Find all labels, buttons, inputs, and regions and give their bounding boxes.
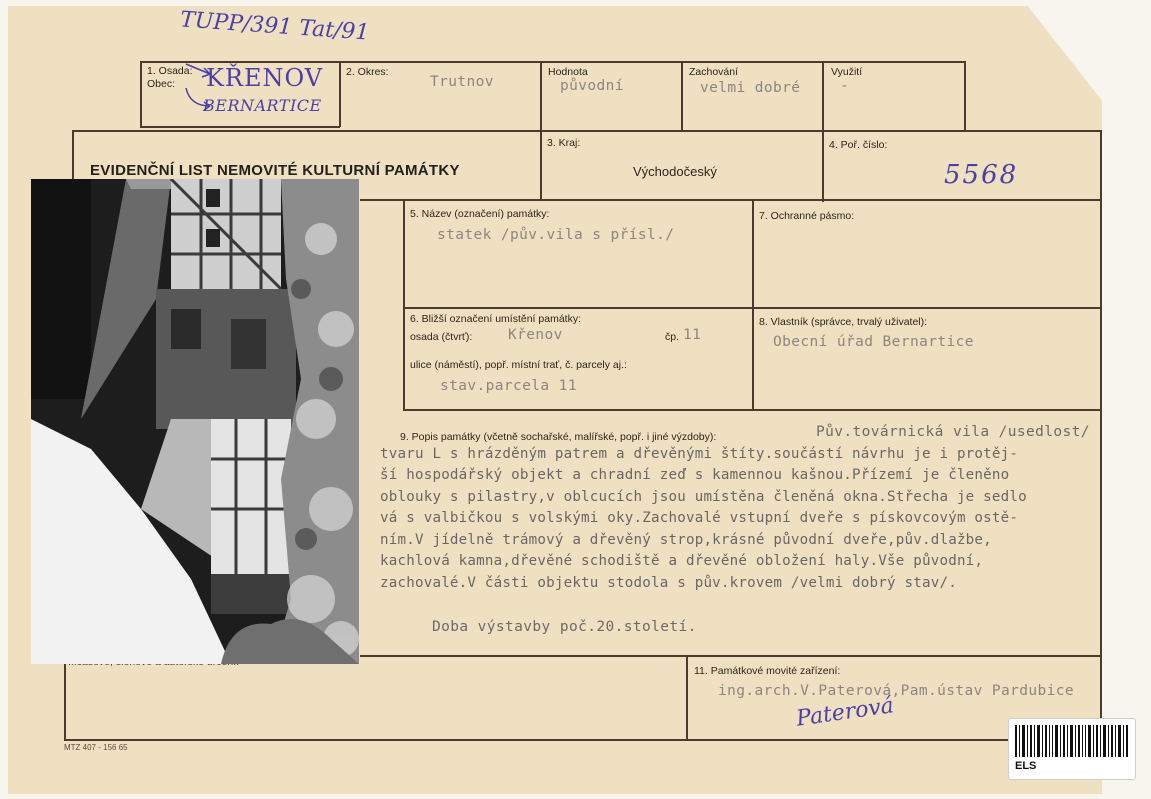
osada-label: 1. Osada: xyxy=(147,65,193,77)
nazev-label: 5. Název (označení) památky: xyxy=(410,208,550,220)
ulice-label: ulice (náměstí), popř. místní trať, č. parcely aj.: xyxy=(410,359,627,371)
description-line: vá s valbičkou s volskými oky.Zachovalé vstupní dveře s pískovcovým ostě- xyxy=(380,510,1019,526)
arrow-icon xyxy=(180,58,220,114)
osada-ctvrt-label: osada (čtvrť): xyxy=(410,331,473,343)
zarizeni-label: 11. Památkové movité zařízení: xyxy=(694,665,841,677)
por-cislo-label: 4. Poř. číslo: xyxy=(829,139,888,151)
barcode-icon xyxy=(1015,725,1129,757)
ulice-value: stav.parcela 11 xyxy=(440,378,577,394)
popis-label: 9. Popis památky (včetně sochařské, malířské, popř. i jiné výzdoby): xyxy=(400,431,717,443)
nazev-value: statek /pův.vila s přísl./ xyxy=(437,227,675,243)
cp-value: 11 xyxy=(683,327,702,343)
cp-label: čp. xyxy=(665,331,680,343)
description-line: oblouky s pilastry,v oblcucích jsou umístěna členěná okna.Střecha je sedlo xyxy=(380,488,1027,505)
building-photo xyxy=(31,179,359,664)
vlastnik-value: Obecní úřad Bernartice xyxy=(773,334,974,350)
zachovani-label: Zachování xyxy=(689,66,739,78)
osada-ctvrt-value: Křenov xyxy=(508,327,563,343)
vyuziti-value: - xyxy=(840,78,850,94)
description-line: zachovalé.V části objektu stodola s pův.krovem /velmi dobrý stav/. xyxy=(380,574,957,591)
obec-label: Obec: xyxy=(147,78,176,90)
barcode-label: ELS xyxy=(1015,760,1037,772)
description-line: ním.V jídelně trámový a dřevěný strop,krásné původní dveře,pův.dlažbe, xyxy=(380,531,992,548)
top-note: TUPP/391 Tat/91 xyxy=(179,7,371,46)
okres-value: Trutnov xyxy=(430,74,494,90)
barcode-sticker xyxy=(1008,718,1136,780)
vyuziti-label: Využití xyxy=(831,66,863,78)
doba-vystavby: Doba výstavby poč.20.století. xyxy=(432,619,697,635)
description-line: ší hospodářský objekt a chradní zeď s kamennou kašnou.Přízemí je členěno xyxy=(380,467,1010,483)
print-code: MTZ 407 - 156 65 xyxy=(64,743,128,752)
por-cislo-value: 5568 xyxy=(944,160,1019,190)
popis-first-line: Pův.továrnická vila /usedlost/ xyxy=(816,424,1090,440)
zachovani-value: velmi dobré xyxy=(700,80,801,96)
kraj-value: Východočeský xyxy=(633,164,717,179)
description-line: tvaru L s hrázděným patrem a dřevěnými štíty.součástí návrhu je i protěj- xyxy=(380,445,1019,462)
description-line: kachlová kamna,dřevěné schodiště a dřevěné obložení haly.Vše původní, xyxy=(380,553,984,569)
hodnota-label: Hodnota xyxy=(548,66,588,78)
form-title: EVIDENČNÍ LIST NEMOVITÉ KULTURNÍ PAMÁTKY xyxy=(90,162,460,179)
signature: Paterová xyxy=(794,693,896,732)
okres-label: 2. Okres: xyxy=(346,66,389,78)
zpracoval: ing.arch.V.Paterová,Pam.ústav Pardubice xyxy=(718,683,1075,699)
obec-value: BERNARTICE xyxy=(203,96,322,115)
hodnota-value: původní xyxy=(560,78,624,94)
kraj-label: 3. Kraj: xyxy=(547,137,581,149)
vlastnik-label: 8. Vlastník (správce, trvalý uživatel): xyxy=(759,316,928,328)
ochranne-label: 7. Ochranné pásmo: xyxy=(759,210,855,222)
umisteni-label: 6. Bližší označení umístění památky: xyxy=(410,313,581,325)
description-block xyxy=(380,424,1120,596)
osada-value: KŘENOV xyxy=(206,64,324,92)
